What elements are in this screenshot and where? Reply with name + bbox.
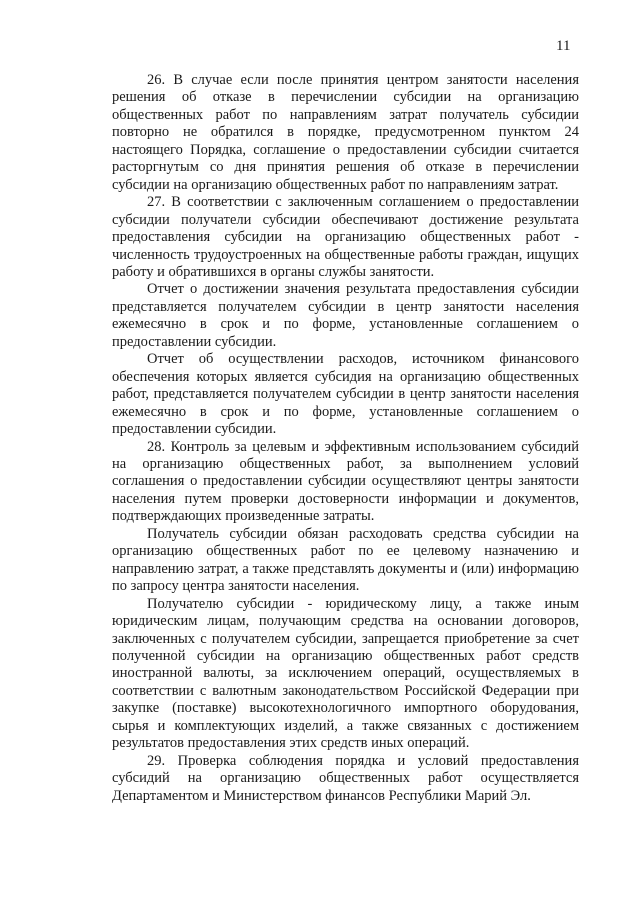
paragraph-27-report-result: Отчет о достижении значения результата предоставления субсидии представляется получателем субсидии в центр занятости населения ежемесячно в срок и по форме, установленные соглашением о предоставлении субсидии. xyxy=(112,281,579,350)
paragraph-29: 29. Проверка соблюдения порядка и условий предоставления субсидий на организацию общественных работ осуществляется Департаментом и Министерством финансов Республики Марий Эл. xyxy=(112,752,579,804)
paragraph-27: 27. В соответствии с заключенным соглашением о предоставлении субсидии получатели субсидии обеспечивают достижение результата предоставления субсидии на организацию общественных работ - численность трудоустроенных на общественные работы граждан, ищущих работу и обратившихся в органы службы занятости. xyxy=(112,194,579,280)
page-number: 11 xyxy=(556,38,571,54)
paragraph-27-report-expenses: Отчет об осуществлении расходов, источником финансового обеспечения которых является субсидия на организацию общественных работ, представляется получателем субсидии в центр занятости населения ежемесячно в срок и по форме, установленные соглашением о предоставлении субсидии. xyxy=(112,351,579,438)
paragraph-26: 26. В случае если после принятия центром занятости населения решения об отказе в перечислении субсидии на организацию общественных работ по направлениям затрат получатель субсидии повторно не обратился в порядке, предусмотренном пунктом 24 настоящего Порядка, соглашение о предоставлении субсидии считается расторгнутым со дня принятия решения об отказе в перечислении субсидии на организацию общественных работ по направлениям затрат. xyxy=(112,72,579,193)
paragraph-28: 28. Контроль за целевым и эффективным использованием субсидий на организацию общественных работ, за выполнением условий соглашения о предоставлении субсидии осуществляют центры занятости населения путем проверки достоверности информации и документов, подтверждающих произведенные затраты. xyxy=(112,438,579,525)
paragraph-28-currency-restriction: Получателю субсидии - юридическому лицу, а также иным юридическим лицам, получающим средства на основании договоров, заключенных с получателем субсидии, запрещается приобретение за счет полученной субсидии на организацию общественных работ средств иностранной валюты, за исключением операций, осуществляемых в соответствии с валютным законодательством Российской Федерации при закупке (поставке) высокотехнологичного импортного оборудования, сырья и комплектующих изделий, а также связанных с достижением результатов предоставления этих средств иных операций. xyxy=(112,595,579,752)
paragraph-28-recipient-obligation: Получатель субсидии обязан расходовать средства субсидии на организацию общественных работ по ее целевому назначению и направлению затрат, а также представлять документы и (или) информацию по запросу центра занятости населения. xyxy=(112,525,579,595)
document-body xyxy=(112,72,579,805)
